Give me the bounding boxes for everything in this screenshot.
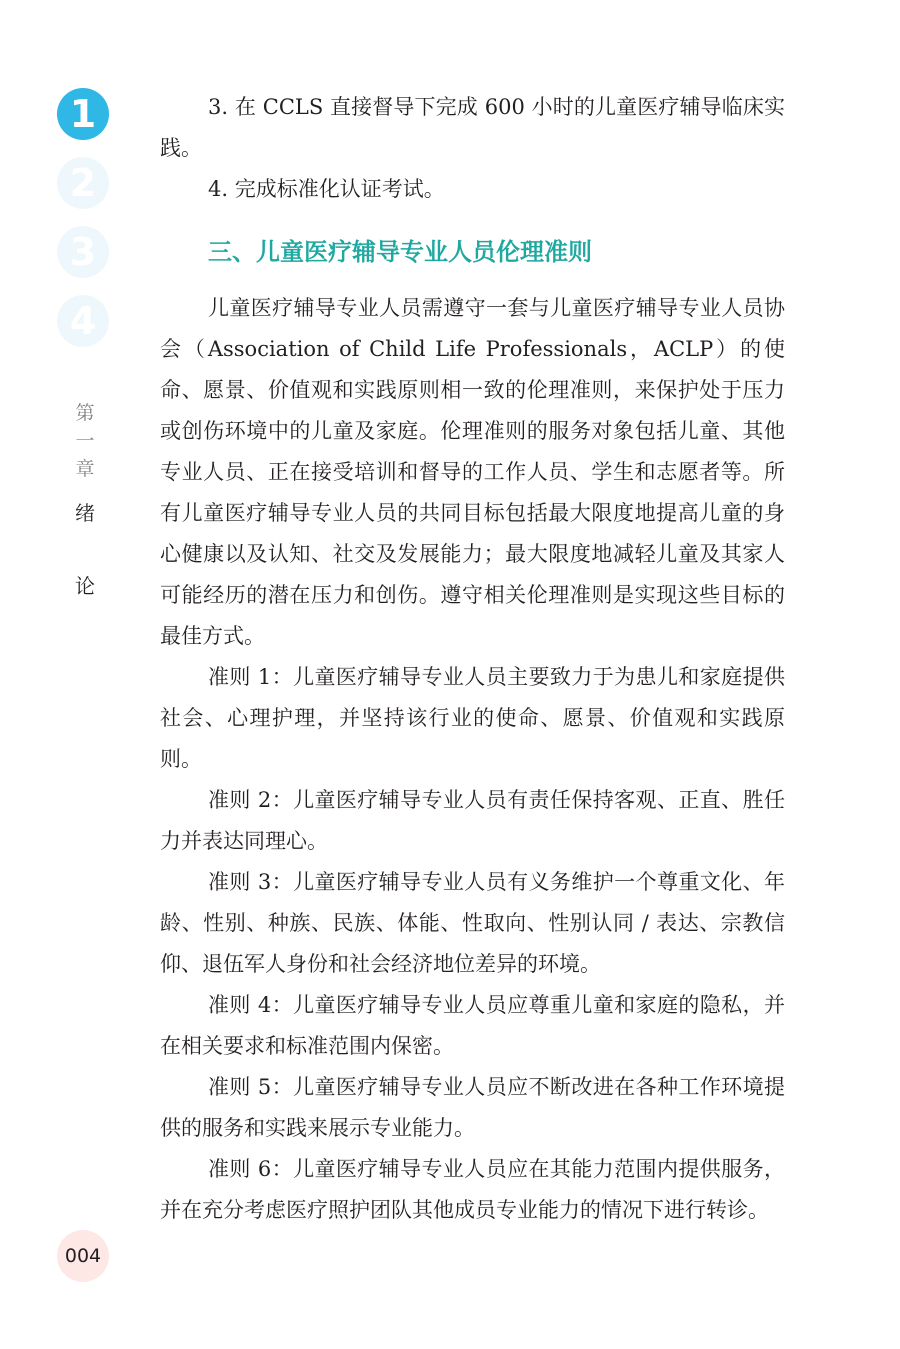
principle-paragraph: 准则 3：儿童医疗辅导专业人员有义务维护一个尊重文化、年龄、性别、种族、民族、体能、性取向、性别认同 / 表达、宗教信仰、退伍军人身份和社会经济地位差异的环境。 [160, 870, 785, 976]
chapter-3-tab[interactable]: 3 [57, 226, 109, 278]
page-body [160, 87, 785, 1231]
chapter-2-tab[interactable]: 2 [57, 157, 109, 209]
chapter-label-char: 一 [75, 430, 95, 452]
principle-paragraph: 准则 6：儿童医疗辅导专业人员应在其能力范围内提供服务，并在充分考虑医疗照护团队其他成员专业能力的情况下进行转诊。 [160, 1157, 785, 1222]
principle-paragraph: 准则 2：儿童医疗辅导专业人员有责任保持客观、正直、胜任力并表达同理心。 [160, 788, 785, 853]
list-item: 4. 完成标准化认证考试。 [208, 177, 445, 201]
principle-paragraph: 准则 4：儿童医疗辅导专业人员应尊重儿童和家庭的隐私，并在相关要求和标准范围内保密。 [160, 993, 785, 1058]
chapter-label-char: 第 [75, 402, 95, 424]
chapter-title-char: 论 [75, 574, 95, 598]
principle-paragraph: 准则 5：儿童医疗辅导专业人员应不断改进在各种工作环境提供的服务和实践来展示专业能力。 [160, 1075, 785, 1140]
list-item: 3. 在 CCLS 直接督导下完成 600 小时的儿童医疗辅导临床实践。 [160, 95, 785, 160]
chapter-1-tab[interactable]: 1 [57, 88, 109, 140]
principle-paragraph: 准则 1：儿童医疗辅导专业人员主要致力于为患儿和家庭提供社会、心理护理，并坚持该行业的使命、愿景、价值观和实践原则。 [160, 665, 785, 771]
page-number: 004 [57, 1230, 109, 1282]
intro-paragraph: 儿童医疗辅导专业人员需遵守一套与儿童医疗辅导专业人员协会（Association of Child Life Professionals，ACLP）的使命、愿景、价值观和实践原则相一致的伦理准则，来保护处于压力或创伤环境中的儿童及家庭。伦理准则的服务对象包括儿童、其他专业人员、正在接受培训和督导的工作人员、学生和志愿者等。所有儿童医疗辅导专业人员的共同目标包括最大限度地提高儿童的身心健康以及认知、社交及发展能力；最大限度地减轻儿童及其家人可能经历的潜在压力和创伤。遵守相关伦理准则是实现这些目标的最佳方式。 [160, 296, 785, 648]
chapter-sidebar [0, 0, 140, 1349]
chapter-title-char: 绪 [75, 501, 95, 525]
section-heading: 三、儿童医疗辅导专业人员伦理准则 [208, 238, 592, 266]
chapter-label-char: 章 [75, 458, 95, 480]
chapter-4-tab[interactable]: 4 [57, 295, 109, 347]
